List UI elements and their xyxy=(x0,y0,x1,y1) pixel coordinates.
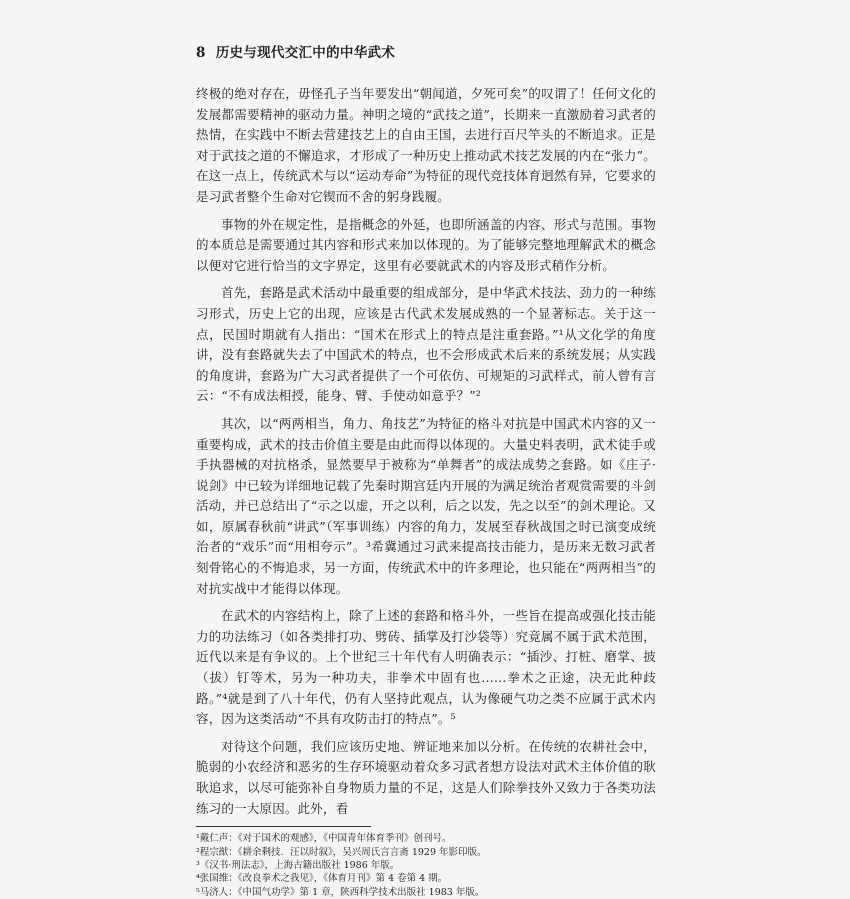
footnote: ¹戴仁声：《对于国术的观感》，《中国青年体育季刊》创刊号。 xyxy=(196,833,452,845)
paragraph: 在武术的内容结构上，除了上述的套路和格斗外，一些旨在提高或强化技击能力的功法练习（如各类排打功、劈砖、插掌及打沙袋等）究竟属不属于武术范围，近代以来是有争议的。上个世纪三十年代有人明确表示：“插沙、打桩、磨掌、披（拔）钉等术，另为一种功夫，非拳术中固有也……拳术之正途，决无此种歧路。”⁴就是到了八十年代，仍有人坚持此观点，认为像硬气功之类不应属于武术内容，因为这类活动“不具有攻防击打的特点”。⁵ xyxy=(196,608,656,727)
footnote: ⁵马济人：《中国气功学》第 1 章，陕西科学技术出版社 1983 年版。 xyxy=(196,886,485,898)
page-header xyxy=(196,41,395,61)
paragraph: 其次，以“两两相当，角力、角技艺”为特征的格斗对抗是中国武术内容的又一重要构成，武术的技击价值主要是由此而得以体现的。大量史料表明，武术徒手或手执器械的对抗格杀，显然要早于被称为“单舞者”的成法成势之套路。如《庄子·说剑》中已较为详细地记载了先秦时期宫廷内开展的为满足统治者观赏需要的斗剑活动，并已总结出了“示之以虚，开之以利，后之以发，先之以至”的剑术理论。又如，原属春秋前“讲武”（军事训练）内容的角力，发展至春秋战国之时已演变成统治者的“戏乐”而“用相夸示”。³希冀通过习武来提高技击能力，是历来无数习武者刻骨铭心的不悔追求，另一方面，传统武术中的许多理论，也只能在“两两相当”的对抗实战中才能得以体现。 xyxy=(196,415,656,596)
paragraph: 事物的外在规定性，是指概念的外延，也即所涵盖的内容、形式与范围。事物的本质总是需要通过其内容和形式来加以体现的。为了能够完整地理解武术的概念以便对它进行恰当的文字界定，这里有必要就武术的内容及形式稍作分析。 xyxy=(196,216,656,273)
paragraph: 首先，套路是武术活动中最重要的组成部分，是中华武术技法、劲力的一种练习形式，历史上它的出现，应该是古代武术发展成熟的一个显著标志。关于这一点，民国时期就有人指出：“国术在形式上的特点是注重套路。”¹从文化学的角度讲，没有套路就失去了中国武术的特点，也不会形成武术后来的系统发展；从实践的角度讲，套路为广大习武者提供了一个可依仿、可规矩的习武样式，前人曾有言云：“不有成法相授，能身、臂、手使动如意乎？”² xyxy=(196,285,656,404)
footnote: ⁴张国维：《改良拳术之我见》，《体育月刊》第 4 卷第 4 期。 xyxy=(196,873,448,885)
footnote: ³《汉书·刑法志》，上海古籍出版社 1986 年版。 xyxy=(196,860,400,871)
paragraph: 对待这个问题，我们应该历史地、辨证地来加以分析。在传统的农耕社会中，脆弱的小农经济和恶劣的生存环境驱动着众多习武者想方设法对武术主体价值的耿耿追求，以尽可能弥补自身物质力量的不足，这是人们除拳技外又致力于各类功法练习的一大原因。此外，看 xyxy=(196,738,656,816)
paragraph: 终极的绝对存在，毋怪孔子当年要发出“朝闻道，夕死可矣”的叹谓了！任何文化的发展都需要精神的驱动力量。神明之境的“武技之道”，长期来一直激励着习武者的热情，在实践中不断去营建技艺上的自由王国，去进行百尺竿头的不断追求。正是对于武技之道的不懈追求，才形成了一种历史上推动武术技艺发展的内在“张力”。在这一点上，传统武术与以“运动寿命”为特征的现代竞技体育迥然有异，它要求的是习武者整个生命对它锲而不舍的躬身践履。 xyxy=(196,86,656,204)
footnote: ²程宗猷：《耕余剩技．汪以时叙》，吴兴周氏言言斋 1929 年影印版。 xyxy=(196,846,487,858)
running-title: 历史与现代交汇中的中华武术 xyxy=(215,45,396,61)
footnotes xyxy=(196,826,487,899)
page-number: 8 xyxy=(196,45,206,61)
page-body xyxy=(196,84,656,898)
